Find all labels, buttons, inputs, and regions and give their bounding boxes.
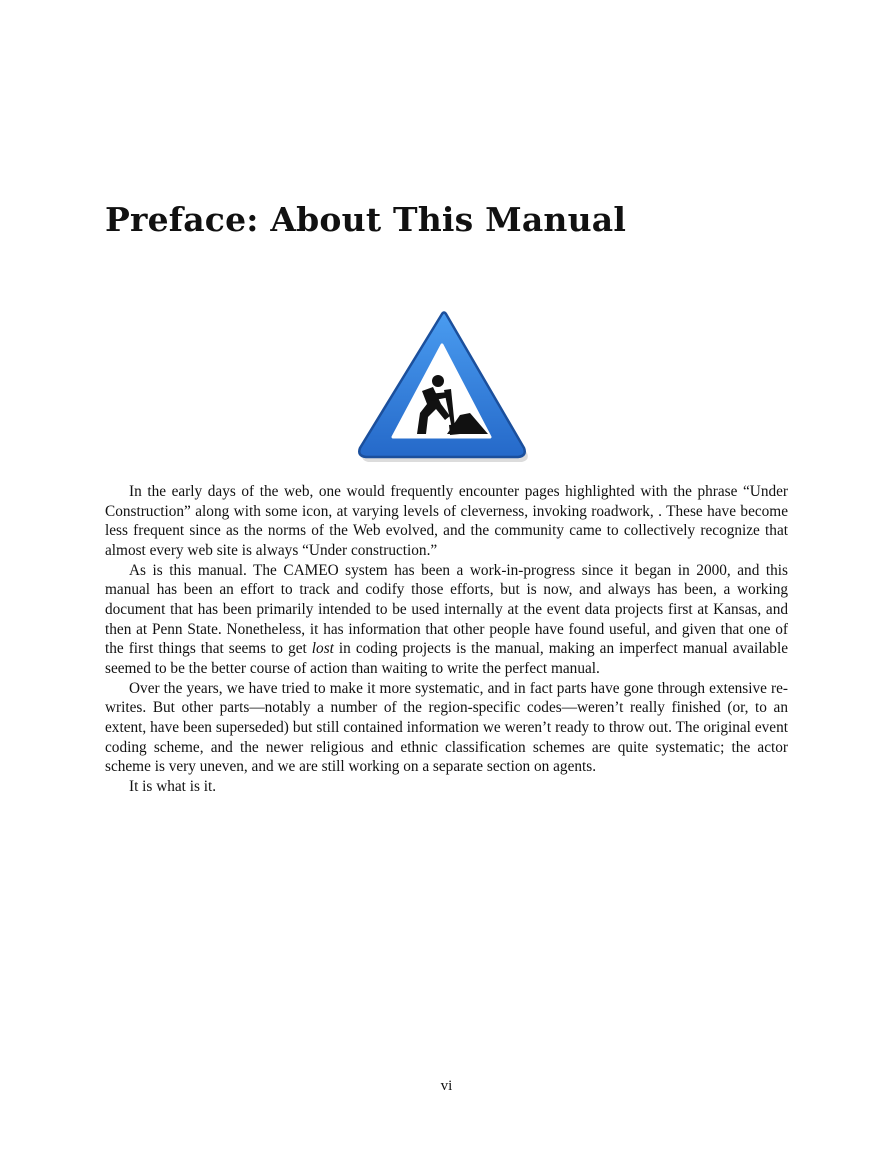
page-number: vi xyxy=(440,1078,453,1094)
paragraph-text: As is this manual. The CAMEO system has been a work-in-progress since it began in 2000, and this manual has been an effort to track and codify those efforts, but is now, and always has been, a working document that has been primarily intended to be used internally at the event data projects first at Kansas, and then at Penn State. Nonetheless, it has information that other people have found useful, and given that one of the first things that seems to get xyxy=(105,561,788,658)
paragraph-under-construction: In the early days of the web, one would frequently encounter pages highlighted with the phrase “Under Construction” along with some icon, at varying levels of cleverness, invoking roadwork, . These have become less frequent since as the norms of the Web evolved, and the community came to collectively recognize that almost every web site is always “Under construction.” xyxy=(105,483,788,559)
under-construction-icon xyxy=(354,308,530,466)
emphasis-lost: lost xyxy=(311,640,334,658)
paragraph-rewrites: Over the years, we have tried to make it more systematic, and in fact parts have gone through extensive re-writes. But other parts—notably a number of the region-specific codes—weren’t really finished (or, to an extent, have been superseded) but still contained information we weren’t ready to throw out. The original event coding scheme, and the newer religious and ethnic classification schemes are quite systematic; the actor scheme is very uneven, and we are still working on a separate section on agents. xyxy=(105,679,788,776)
paragraph-closing: It is what is it. xyxy=(129,777,217,795)
preface-body xyxy=(105,482,788,797)
page-title: Preface: About This Manual xyxy=(105,200,627,239)
under-construction-sign xyxy=(354,308,530,466)
paragraph-text: in coding projects is the manual, making an imperfect manual available seemed to be the better course of action than waiting to write the perfect manual. xyxy=(105,640,788,677)
paragraph-manual-history xyxy=(105,561,788,679)
